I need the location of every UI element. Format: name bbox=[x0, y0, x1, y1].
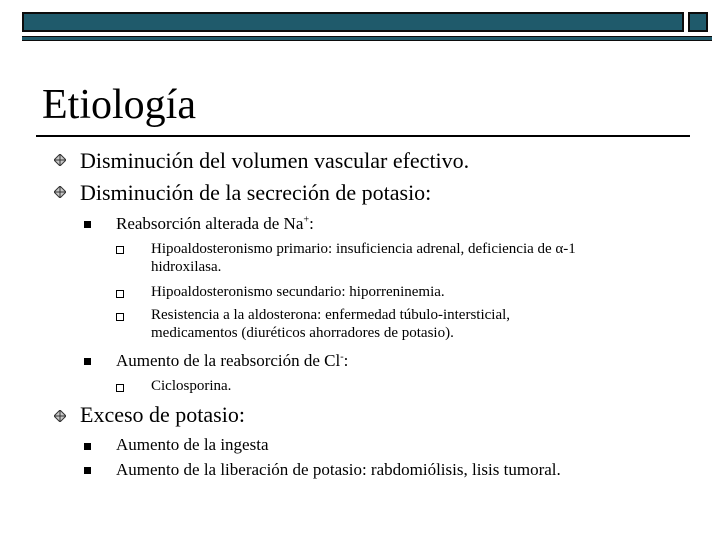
item-resistencia-line2: medicamentos (diuréticos ahorradores de potasio). bbox=[151, 325, 454, 341]
item-hipo-secundario: Hipoaldosteronismo secundario: hiporreninemia. bbox=[151, 284, 445, 300]
item-hipo-primario-line1: Hipoaldosteronismo primario: insuficiencia adrenal, deficiencia de α-1 bbox=[151, 241, 576, 257]
square-bullet-icon bbox=[84, 358, 91, 365]
sub-reabsorcion-cl: Aumento de la reabsorción de Cl-: bbox=[116, 351, 349, 370]
square-bullet-icon bbox=[84, 467, 91, 474]
diamond-bullet-icon bbox=[54, 410, 66, 422]
slide-title: Etiología bbox=[42, 82, 196, 128]
sub-reabsorcion-na: Reabsorción alterada de Na+: bbox=[116, 214, 314, 233]
diamond-bullet-icon bbox=[54, 154, 66, 166]
bullet-secrecion: Disminución de la secreción de potasio: bbox=[80, 180, 432, 205]
square-bullet-icon bbox=[84, 221, 91, 228]
hollow-square-bullet-icon bbox=[116, 290, 124, 298]
item-resistencia-line1: Resistencia a la aldosterona: enfermedad túbulo-intersticial, bbox=[151, 307, 511, 323]
item-liberacion: Aumento de la liberación de potasio: rabdomiólisis, lisis tumoral. bbox=[116, 460, 561, 479]
square-bullet-icon bbox=[84, 443, 91, 450]
diamond-bullet-icon bbox=[54, 186, 66, 198]
bullet-volumen: Disminución del volumen vascular efectivo. bbox=[80, 148, 470, 173]
item-hipo-primario-line2: hidroxilasa. bbox=[151, 259, 222, 275]
hollow-square-bullet-icon bbox=[116, 246, 124, 254]
hollow-square-bullet-icon bbox=[116, 313, 124, 321]
item-ciclosporina: Ciclosporina. bbox=[151, 378, 232, 394]
hollow-square-bullet-icon bbox=[116, 384, 124, 392]
bullet-exceso: Exceso de potasio: bbox=[80, 402, 245, 427]
item-ingesta: Aumento de la ingesta bbox=[116, 435, 269, 454]
